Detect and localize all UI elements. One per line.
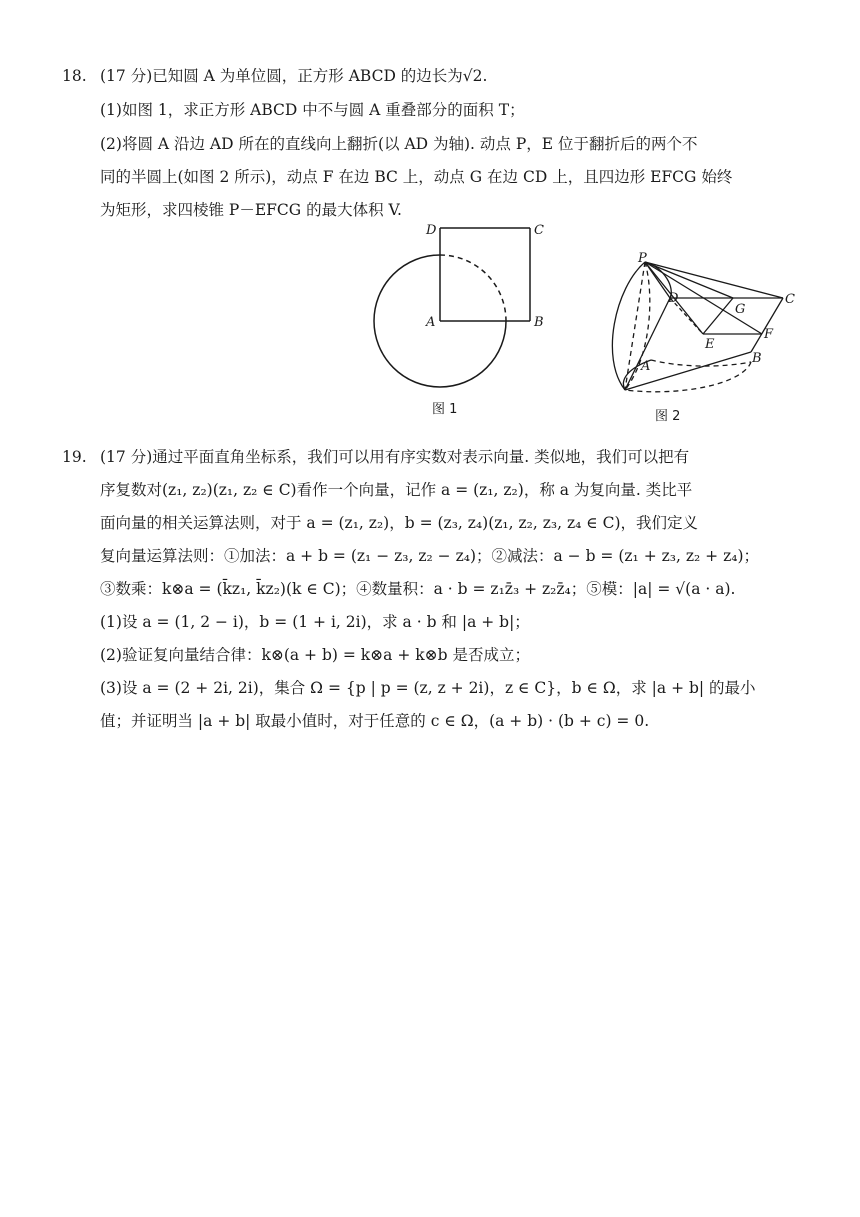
fig2-label-c: C (785, 292, 795, 307)
q19-line-1: (17 分)通过平面直角坐标系，我们可以用有序实数对表示向量. 类似地，我们可以把有 (100, 448, 690, 466)
fig1-caption: 图 1 (432, 402, 458, 417)
fig2-edge-eg (703, 298, 733, 334)
q19-line-4: 复向量运算法则：①加法：a + b = (z₁ − z₃, z₂ − z₄)；②减法：a − b = (z₁ + z₃, z₂ + z₄)； (100, 547, 759, 565)
q18-line-5: 为矩形，求四棱锥 P－EFCG 的最大体积 V. (100, 201, 402, 219)
fig2-caption: 图 2 (655, 409, 681, 424)
q18-number: 18. (62, 67, 87, 85)
fig2-label-p: P (638, 251, 647, 266)
fig1-label-d: D (426, 223, 437, 238)
fig2-label-d: D (668, 291, 679, 306)
fig2-label-g: G (735, 302, 746, 317)
fig2-label-f: F (764, 327, 774, 342)
fig1-label-b: B (534, 315, 544, 330)
q19-line-7: (2)验证复向量结合律：k⊗(a + b) = k⊗a + k⊗b 是否成立； (100, 646, 530, 664)
q19-line-6: (1)设 a = (1, 2 − i)，b = (1 + i, 2i)，求 a · b 和 |a + b|； (100, 613, 530, 631)
fig2-ellipse-dashed (651, 360, 751, 366)
fig2-label-e: E (705, 337, 715, 352)
q18-line-3: (2)将圆 A 沿边 AD 所在的直线向上翻折(以 AD 为轴). 动点 P，E 位于翻折后的两个不 (100, 135, 698, 153)
fig1-circle-dashed-arc (440, 255, 506, 321)
q19-line-5: ③数乘：k⊗a = (k̄z₁, k̄z₂)(k ∈ C)；④数量积：a · b = z₁z̄₃ + z₂z̄₄；⑤模：|a| = √(a · a). (100, 580, 736, 598)
fig1-label-a: A (426, 315, 436, 330)
q18-line-4: 同的半圆上(如图 2 所示)，动点 F 在边 BC 上，动点 G 在边 CD 上，且四边形 EFCG 始终 (100, 168, 733, 186)
q19-line-9: 值；并证明当 |a + b| 取最小值时，对于任意的 c ∈ Ω，(a + b) · (b + c) = 0. (100, 712, 650, 730)
q19-line-3: 面向量的相关运算法则，对于 a = (z₁, z₂)，b = (z₃, z₄)(z₁, z₂, z₃, z₄ ∈ C)，我们定义 (100, 514, 699, 532)
fig2-label-b: B (752, 351, 762, 366)
q19-number: 19. (62, 448, 87, 466)
q19-line-8: (3)设 a = (2 + 2i, 2i)，集合 Ω = {p | p = (z, z + 2i)，z ∈ C}，b ∈ Ω，求 |a + b| 的最小 (100, 679, 756, 697)
q18-line-2: (1)如图 1，求正方形 ABCD 中不与圆 A 重叠部分的面积 T； (100, 101, 525, 119)
q19-line-2: 序复数对(z₁, z₂)(z₁, z₂ ∈ C)看作一个向量，记作 a = (z₁, z₂)，称 a 为复向量. 类比平 (100, 481, 693, 499)
q18-line-1: (17 分)已知圆 A 为单位圆，正方形 ABCD 的边长为√2. (100, 67, 488, 85)
fig2-label-a: A (641, 359, 651, 374)
fig2-edge-cb (751, 298, 783, 352)
figure-2 (555, 248, 800, 398)
figure-1 (360, 218, 560, 398)
fig1-label-c: C (534, 223, 544, 238)
